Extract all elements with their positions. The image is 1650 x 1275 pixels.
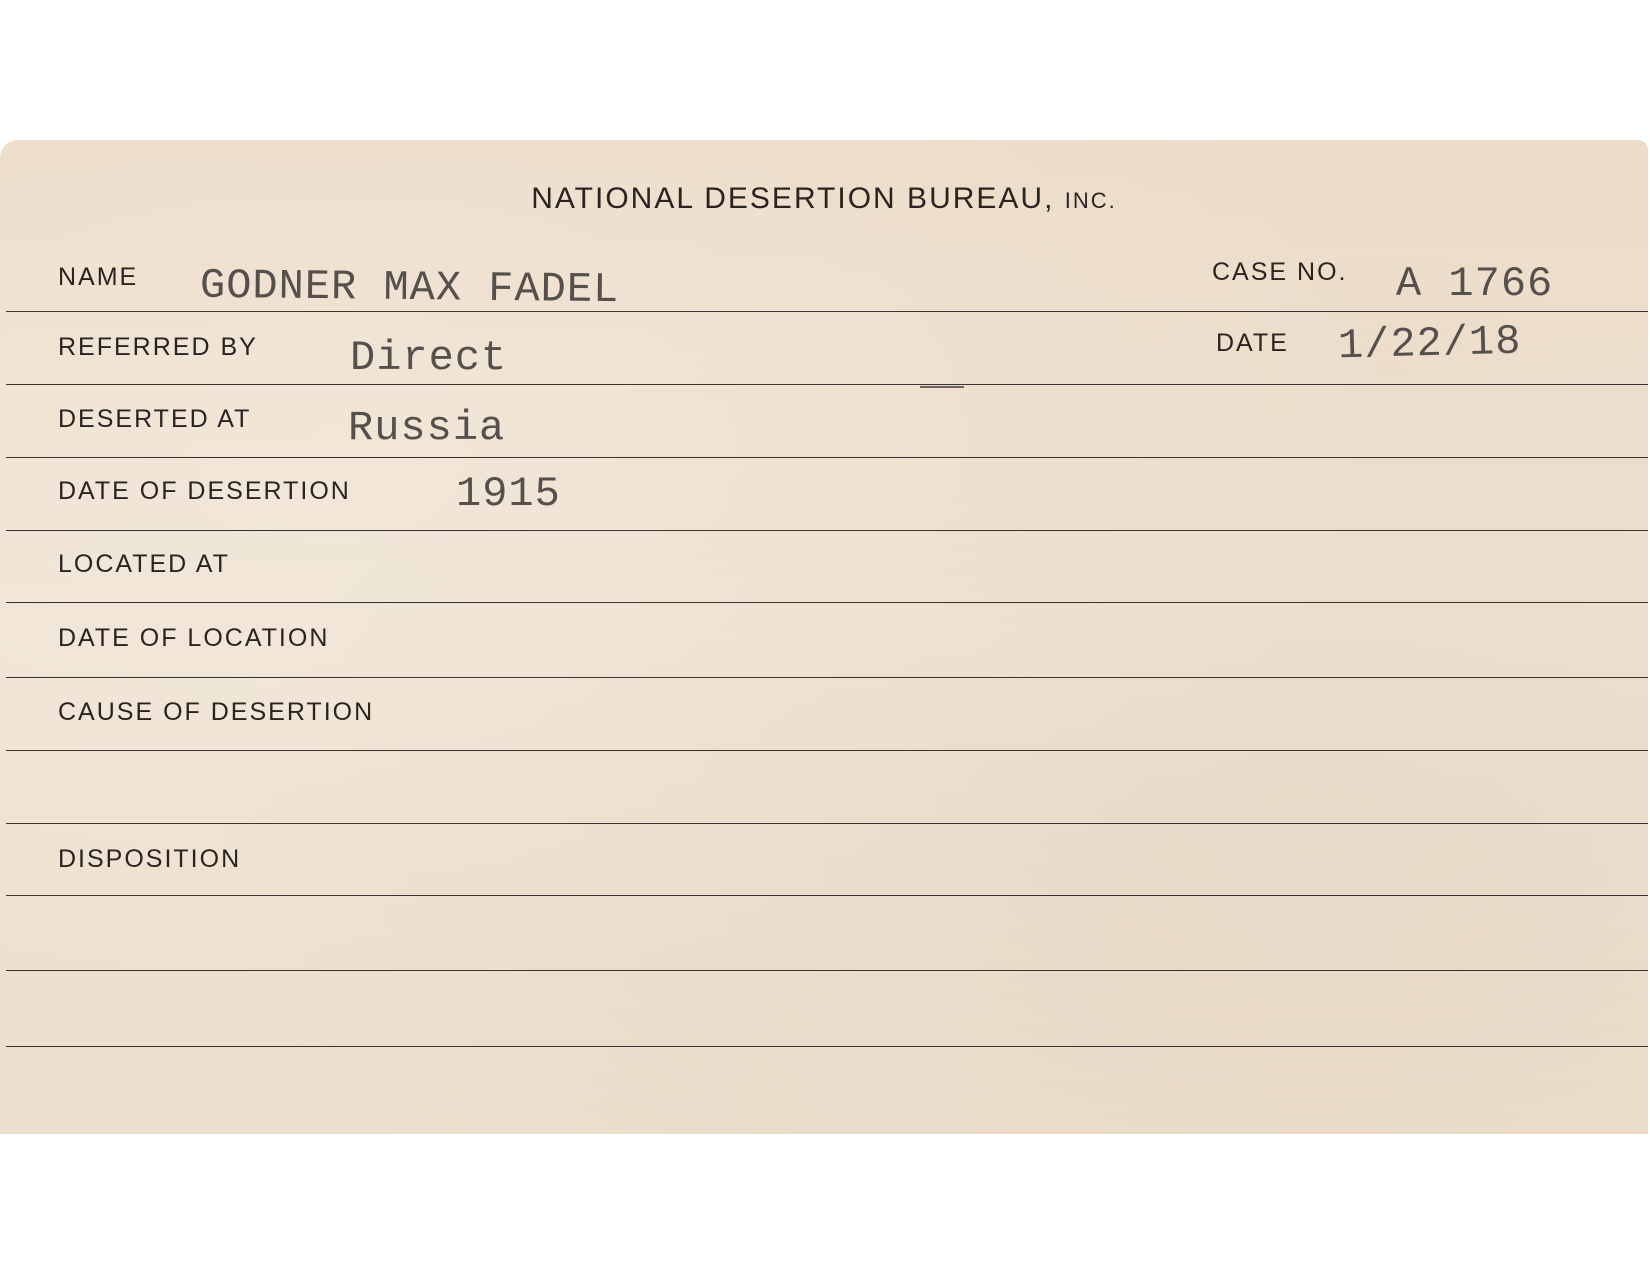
rule-line [6, 970, 1648, 971]
rule-line [6, 895, 1648, 896]
rule-line [6, 602, 1648, 603]
date-label: DATE [1216, 329, 1289, 357]
deserted-at-value: Russia [348, 404, 506, 452]
date-of-location-label: DATE OF LOCATION [58, 624, 330, 652]
referred-by-label: REFERRED BY [58, 333, 258, 361]
cause-of-desertion-label: CAUSE OF DESERTION [58, 698, 375, 726]
referred-by-value: Direct [350, 334, 508, 382]
rule-line [6, 823, 1648, 824]
card-title-text: NATIONAL DESERTION BUREAU, [531, 182, 1055, 215]
disposition-label: DISPOSITION [58, 845, 242, 873]
rule-line [6, 384, 1648, 385]
name-label: NAME [58, 263, 139, 291]
case-no-label: CASE NO. [1212, 258, 1348, 286]
card-title-suffix: INC. [1064, 188, 1117, 213]
rule-line [6, 530, 1648, 531]
rule-line [6, 1046, 1648, 1047]
date-of-desertion-value: 1915 [456, 470, 561, 518]
rule-line [6, 750, 1648, 751]
located-at-label: LOCATED AT [58, 550, 230, 578]
card-title [0, 182, 1648, 216]
deserted-at-label: DESERTED AT [58, 405, 252, 433]
rule-line [6, 311, 1648, 312]
date-of-desertion-label: DATE OF DESERTION [58, 477, 351, 505]
rule-line [6, 677, 1648, 678]
ink-mark [920, 386, 964, 388]
date-value: 1/22/18 [1337, 317, 1523, 371]
rule-line [6, 457, 1648, 458]
case-no-value: A 1766 [1396, 260, 1554, 308]
index-card [0, 140, 1648, 1134]
name-value: GODNER MAX FADEL [199, 261, 620, 315]
